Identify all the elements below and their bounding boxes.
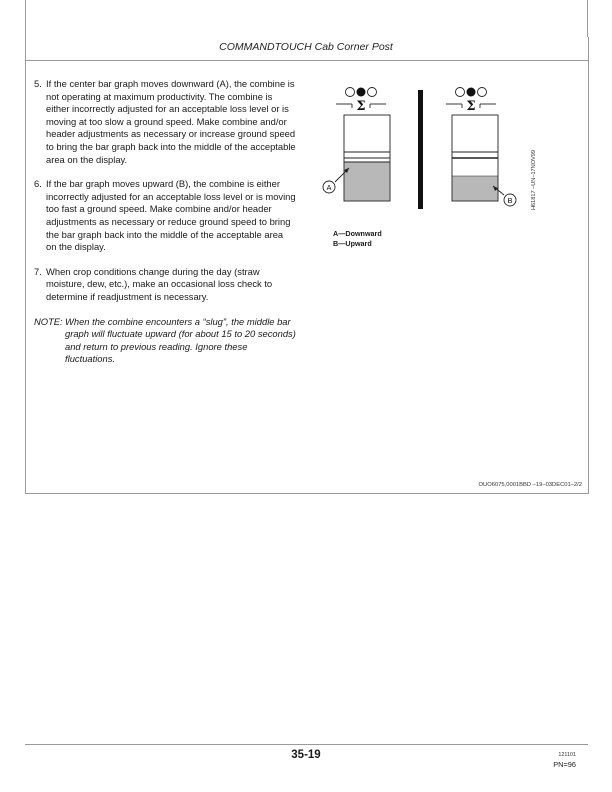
sigma-icon: Σ (466, 99, 476, 114)
step-text: When crop conditions change during the day (straw moisture, dew, etc.), make an occasional loss check to determine if readjustment is necessary. (46, 265, 273, 302)
step-number: 6. (34, 178, 42, 190)
figure-legend (333, 229, 382, 248)
note-label: NOTE: (34, 315, 63, 327)
display-downward (323, 88, 390, 202)
date-code: 121101 (558, 752, 576, 758)
indicator-light-empty-icon (368, 88, 377, 97)
sigma-icon: Σ (356, 99, 366, 114)
indicator-light-filled-icon (357, 88, 366, 97)
frame-right-border (587, 0, 588, 37)
callout-label-a: A (326, 182, 332, 192)
step-number: 5. (34, 78, 42, 89)
figure-divider (418, 90, 423, 209)
note-text: When the combine encounters a “slug”, the middle bar graph will fluctuate upward (for about 15 to 20 seconds) and return to previous reading. Ignore these fluctuations. (65, 315, 296, 365)
legend-item-b: B—Upward (333, 238, 372, 248)
step-text: If the center bar graph moves downward (A), the combine is not operating at maximum productivity. The combine is either incorrectly adjusted for an acceptable loss level or is moving at too slow a ground speed. Make combine and/or header adjustments as necessary or increase ground speed to bring the bar graph back into the middle of the acceptable area on the display. (46, 78, 296, 165)
bar-graph-fill (345, 162, 390, 201)
footer-divider (25, 744, 588, 745)
frame-left-border (25, 0, 26, 37)
indicator-light-filled-icon (467, 88, 476, 97)
indicator-light-empty-icon (478, 88, 487, 97)
step-text: If the bar graph moves upward (B), the combine is either incorrectly adjusted for an acceptable loss level or is moving too fast a ground speed. Make combine and/or header adjustments as necessary or reduce ground speed to bring the bar graph back into the middle of the acceptable area on the display. (46, 178, 296, 253)
step-number: 7. (34, 265, 42, 277)
pn-label: PN=96 (553, 760, 576, 769)
page-number: 35-19 (291, 749, 321, 761)
figure-id: H61817 –UN–17NOV99 (531, 149, 537, 210)
step-item (34, 78, 296, 166)
indicator-light-empty-icon (456, 88, 465, 97)
page-title: COMMANDTOUCH Cab Corner Post (219, 41, 393, 53)
callout-label-b: B (507, 195, 513, 205)
header-divider (25, 60, 588, 61)
indicator-light-empty-icon (346, 88, 355, 97)
step-item (34, 266, 296, 304)
note (34, 316, 296, 366)
document-reference: OUO6075,0001BBD –19–03DEC01–2/2 (478, 482, 582, 488)
display-upward (446, 88, 516, 207)
bar-graph-figure (318, 80, 528, 215)
legend-item-a: A—Downward (333, 229, 382, 238)
bar-graph-fill (453, 176, 498, 201)
step-item (34, 178, 296, 254)
instruction-list (34, 78, 296, 366)
